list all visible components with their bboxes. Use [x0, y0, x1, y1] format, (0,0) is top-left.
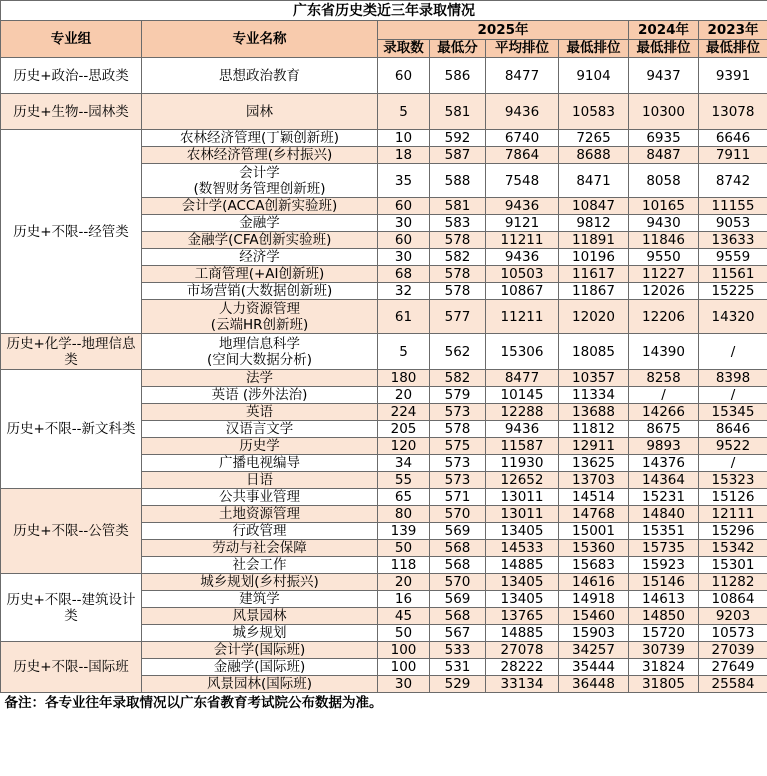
header-year-2024: 2024年: [629, 21, 699, 40]
min-rank-2024-cell: 14850: [629, 608, 699, 625]
min-score-cell: 578: [430, 421, 486, 438]
min-rank-2025-cell: 10357: [559, 370, 629, 387]
min-rank-2024-cell: 6935: [629, 130, 699, 147]
major-name-cell: 行政管理: [142, 523, 378, 540]
min-rank-2025-cell: 13703: [559, 472, 629, 489]
count-cell: 50: [378, 625, 430, 642]
min-score-cell: 569: [430, 591, 486, 608]
min-rank-2025-cell: 11867: [559, 283, 629, 300]
group-name-cell: 历史+不限--新文科类: [1, 370, 142, 489]
major-name-cell: 风景园林(国际班): [142, 676, 378, 693]
min-rank-2023-cell: 15301: [699, 557, 767, 574]
min-score-cell: 578: [430, 232, 486, 249]
min-rank-2025-cell: 15683: [559, 557, 629, 574]
major-name-cell: 日语: [142, 472, 378, 489]
min-rank-2025-cell: 15360: [559, 540, 629, 557]
min-rank-2024-cell: 9893: [629, 438, 699, 455]
avg-rank-cell: 7548: [486, 164, 559, 198]
table-row: [1, 574, 767, 591]
min-rank-2023-cell: 15126: [699, 489, 767, 506]
min-rank-2024-cell: 31805: [629, 676, 699, 693]
table-row: [1, 334, 767, 370]
major-name-cell: 公共事业管理: [142, 489, 378, 506]
min-rank-2025-cell: 12911: [559, 438, 629, 455]
header-major: 专业名称: [142, 21, 378, 58]
header-year-2025: 2025年: [378, 21, 629, 40]
min-rank-2024-cell: 9550: [629, 249, 699, 266]
min-score-cell: 571: [430, 489, 486, 506]
avg-rank-cell: 6740: [486, 130, 559, 147]
major-name-cell: 广播电视编导: [142, 455, 378, 472]
group-name-cell: 历史+政治--思政类: [1, 58, 142, 94]
avg-rank-cell: 14885: [486, 625, 559, 642]
min-rank-2023-cell: 9053: [699, 215, 767, 232]
count-cell: 45: [378, 608, 430, 625]
group-name-cell: 历史+不限--建筑设计类: [1, 574, 142, 642]
avg-rank-cell: 27078: [486, 642, 559, 659]
avg-rank-cell: 13765: [486, 608, 559, 625]
avg-rank-cell: 13011: [486, 489, 559, 506]
count-cell: 30: [378, 249, 430, 266]
avg-rank-cell: 11211: [486, 232, 559, 249]
header-min-rank-2025: 最低排位: [559, 39, 629, 58]
count-cell: 180: [378, 370, 430, 387]
footnote: 备注：各专业往年录取情况以广东省教育考试院公布数据为准。: [1, 693, 767, 714]
min-score-cell: 567: [430, 625, 486, 642]
header-count: 录取数: [378, 39, 430, 58]
min-rank-2023-cell: 6646: [699, 130, 767, 147]
count-cell: 61: [378, 300, 430, 334]
min-rank-2025-cell: 11812: [559, 421, 629, 438]
min-score-cell: 568: [430, 540, 486, 557]
major-name-cell: 会计学(国际班): [142, 642, 378, 659]
group-name-cell: 历史+不限--国际班: [1, 642, 142, 693]
min-rank-2025-cell: 15903: [559, 625, 629, 642]
count-cell: 224: [378, 404, 430, 421]
min-rank-2023-cell: 11561: [699, 266, 767, 283]
avg-rank-cell: 14885: [486, 557, 559, 574]
table-row: [1, 130, 767, 147]
min-score-cell: 588: [430, 164, 486, 198]
major-name-cell: 金融学: [142, 215, 378, 232]
min-rank-2023-cell: 14320: [699, 300, 767, 334]
min-rank-2024-cell: 14266: [629, 404, 699, 421]
min-score-cell: 586: [430, 58, 486, 94]
min-rank-2025-cell: 14514: [559, 489, 629, 506]
count-cell: 30: [378, 676, 430, 693]
min-rank-2024-cell: 8675: [629, 421, 699, 438]
min-score-cell: 583: [430, 215, 486, 232]
min-rank-2023-cell: /: [699, 455, 767, 472]
count-cell: 68: [378, 266, 430, 283]
major-name-cell: 会计学 (数智财务管理创新班): [142, 164, 378, 198]
header-min-rank-2024: 最低排位: [629, 39, 699, 58]
min-rank-2023-cell: 9559: [699, 249, 767, 266]
min-score-cell: 573: [430, 472, 486, 489]
min-score-cell: 579: [430, 387, 486, 404]
avg-rank-cell: 8477: [486, 58, 559, 94]
min-rank-2025-cell: 10583: [559, 94, 629, 130]
major-name-cell: 金融学(国际班): [142, 659, 378, 676]
major-name-cell: 城乡规划: [142, 625, 378, 642]
group-name-cell: 历史+不限--经管类: [1, 130, 142, 334]
count-cell: 18: [378, 147, 430, 164]
min-rank-2023-cell: 8398: [699, 370, 767, 387]
min-rank-2024-cell: 9430: [629, 215, 699, 232]
major-name-cell: 人力资源管理 (云端HR创新班): [142, 300, 378, 334]
major-name-cell: 建筑学: [142, 591, 378, 608]
avg-rank-cell: 13405: [486, 523, 559, 540]
count-cell: 20: [378, 387, 430, 404]
avg-rank-cell: 12652: [486, 472, 559, 489]
min-rank-2024-cell: 31824: [629, 659, 699, 676]
major-name-cell: 英语: [142, 404, 378, 421]
group-name-cell: 历史+化学--地理信息类: [1, 334, 142, 370]
min-rank-2024-cell: /: [629, 387, 699, 404]
min-rank-2024-cell: 12026: [629, 283, 699, 300]
min-rank-2023-cell: 25584: [699, 676, 767, 693]
min-rank-2024-cell: 15923: [629, 557, 699, 574]
min-rank-2023-cell: 9391: [699, 58, 767, 94]
table-title: 广东省历史类近三年录取情况: [1, 1, 767, 21]
min-score-cell: 578: [430, 283, 486, 300]
min-rank-2023-cell: 12111: [699, 506, 767, 523]
count-cell: 20: [378, 574, 430, 591]
avg-rank-cell: 9436: [486, 94, 559, 130]
major-name-cell: 农林经济管理(丁颖创新班): [142, 130, 378, 147]
count-cell: 30: [378, 215, 430, 232]
min-rank-2024-cell: 11227: [629, 266, 699, 283]
count-cell: 100: [378, 642, 430, 659]
avg-rank-cell: 33134: [486, 676, 559, 693]
major-name-cell: 历史学: [142, 438, 378, 455]
min-rank-2024-cell: 12206: [629, 300, 699, 334]
avg-rank-cell: 11211: [486, 300, 559, 334]
min-rank-2025-cell: 12020: [559, 300, 629, 334]
min-score-cell: 570: [430, 506, 486, 523]
min-rank-2025-cell: 9812: [559, 215, 629, 232]
avg-rank-cell: 11587: [486, 438, 559, 455]
major-name-cell: 城乡规划(乡村振兴): [142, 574, 378, 591]
avg-rank-cell: 10503: [486, 266, 559, 283]
min-score-cell: 568: [430, 608, 486, 625]
min-rank-2024-cell: 30739: [629, 642, 699, 659]
header-group: 专业组: [1, 21, 142, 58]
avg-rank-cell: 14533: [486, 540, 559, 557]
count-cell: 5: [378, 94, 430, 130]
avg-rank-cell: 8477: [486, 370, 559, 387]
min-rank-2023-cell: 8646: [699, 421, 767, 438]
min-rank-2024-cell: 14364: [629, 472, 699, 489]
count-cell: 118: [378, 557, 430, 574]
min-rank-2025-cell: 11891: [559, 232, 629, 249]
count-cell: 16: [378, 591, 430, 608]
count-cell: 100: [378, 659, 430, 676]
count-cell: 55: [378, 472, 430, 489]
min-score-cell: 570: [430, 574, 486, 591]
min-rank-2023-cell: 27649: [699, 659, 767, 676]
min-rank-2024-cell: 15735: [629, 540, 699, 557]
major-name-cell: 工商管理(+AI创新班): [142, 266, 378, 283]
min-rank-2025-cell: 34257: [559, 642, 629, 659]
avg-rank-cell: 13011: [486, 506, 559, 523]
min-score-cell: 569: [430, 523, 486, 540]
avg-rank-cell: 13405: [486, 591, 559, 608]
count-cell: 5: [378, 334, 430, 370]
table-row: [1, 489, 767, 506]
min-rank-2023-cell: 7911: [699, 147, 767, 164]
major-name-cell: 金融学(CFA创新实验班): [142, 232, 378, 249]
min-rank-2025-cell: 14768: [559, 506, 629, 523]
min-rank-2025-cell: 14918: [559, 591, 629, 608]
min-rank-2023-cell: 10864: [699, 591, 767, 608]
min-score-cell: 582: [430, 370, 486, 387]
min-score-cell: 578: [430, 266, 486, 283]
count-cell: 205: [378, 421, 430, 438]
avg-rank-cell: 10867: [486, 283, 559, 300]
min-score-cell: 581: [430, 94, 486, 130]
min-rank-2025-cell: 35444: [559, 659, 629, 676]
avg-rank-cell: 9436: [486, 421, 559, 438]
min-rank-2023-cell: /: [699, 387, 767, 404]
major-name-cell: 风景园林: [142, 608, 378, 625]
table-row: [1, 642, 767, 659]
avg-rank-cell: 9436: [486, 249, 559, 266]
min-score-cell: 562: [430, 334, 486, 370]
count-cell: 120: [378, 438, 430, 455]
avg-rank-cell: 15306: [486, 334, 559, 370]
major-name-cell: 英语 (涉外法治): [142, 387, 378, 404]
count-cell: 60: [378, 58, 430, 94]
major-name-cell: 会计学(ACCA创新实验班): [142, 198, 378, 215]
min-rank-2025-cell: 10196: [559, 249, 629, 266]
min-rank-2025-cell: 14616: [559, 574, 629, 591]
major-name-cell: 土地资源管理: [142, 506, 378, 523]
min-rank-2023-cell: 13633: [699, 232, 767, 249]
avg-rank-cell: 11930: [486, 455, 559, 472]
min-rank-2024-cell: 8487: [629, 147, 699, 164]
min-score-cell: 568: [430, 557, 486, 574]
count-cell: 32: [378, 283, 430, 300]
header-min-rank-2023: 最低排位: [699, 39, 767, 58]
min-rank-2023-cell: 10573: [699, 625, 767, 642]
count-cell: 60: [378, 232, 430, 249]
min-rank-2025-cell: 7265: [559, 130, 629, 147]
major-name-cell: 地理信息科学 (空间大数据分析): [142, 334, 378, 370]
avg-rank-cell: 12288: [486, 404, 559, 421]
min-score-cell: 577: [430, 300, 486, 334]
min-rank-2023-cell: 15296: [699, 523, 767, 540]
min-score-cell: 581: [430, 198, 486, 215]
min-rank-2025-cell: 10847: [559, 198, 629, 215]
avg-rank-cell: 9436: [486, 198, 559, 215]
min-rank-2025-cell: 9104: [559, 58, 629, 94]
min-rank-2025-cell: 11617: [559, 266, 629, 283]
min-score-cell: 582: [430, 249, 486, 266]
min-rank-2024-cell: 8058: [629, 164, 699, 198]
min-score-cell: 592: [430, 130, 486, 147]
min-rank-2024-cell: 11846: [629, 232, 699, 249]
min-rank-2024-cell: 14376: [629, 455, 699, 472]
count-cell: 65: [378, 489, 430, 506]
avg-rank-cell: 7864: [486, 147, 559, 164]
table-row: [1, 370, 767, 387]
min-score-cell: 573: [430, 455, 486, 472]
min-rank-2023-cell: 11282: [699, 574, 767, 591]
min-score-cell: 529: [430, 676, 486, 693]
min-score-cell: 533: [430, 642, 486, 659]
min-rank-2023-cell: 13078: [699, 94, 767, 130]
major-name-cell: 思想政治教育: [142, 58, 378, 94]
min-rank-2023-cell: /: [699, 334, 767, 370]
min-rank-2025-cell: 18085: [559, 334, 629, 370]
count-cell: 34: [378, 455, 430, 472]
table-row: [1, 58, 767, 94]
min-rank-2025-cell: 8471: [559, 164, 629, 198]
min-rank-2024-cell: 14390: [629, 334, 699, 370]
min-rank-2023-cell: 27039: [699, 642, 767, 659]
min-rank-2024-cell: 8258: [629, 370, 699, 387]
header-avg-rank: 平均排位: [486, 39, 559, 58]
major-name-cell: 法学: [142, 370, 378, 387]
min-score-cell: 587: [430, 147, 486, 164]
min-rank-2024-cell: 10165: [629, 198, 699, 215]
min-rank-2024-cell: 15720: [629, 625, 699, 642]
min-rank-2023-cell: 9522: [699, 438, 767, 455]
min-rank-2025-cell: 11334: [559, 387, 629, 404]
group-name-cell: 历史+不限--公管类: [1, 489, 142, 574]
major-name-cell: 社会工作: [142, 557, 378, 574]
min-rank-2023-cell: 15345: [699, 404, 767, 421]
major-name-cell: 劳动与社会保障: [142, 540, 378, 557]
major-name-cell: 市场营销(大数据创新班): [142, 283, 378, 300]
major-name-cell: 农林经济管理(乡村振兴): [142, 147, 378, 164]
min-rank-2023-cell: 8742: [699, 164, 767, 198]
header-year-2023: 2023年: [699, 21, 767, 40]
min-rank-2023-cell: 9203: [699, 608, 767, 625]
min-rank-2025-cell: 15001: [559, 523, 629, 540]
group-name-cell: 历史+生物--园林类: [1, 94, 142, 130]
min-rank-2023-cell: 11155: [699, 198, 767, 215]
count-cell: 50: [378, 540, 430, 557]
min-rank-2024-cell: 9437: [629, 58, 699, 94]
major-name-cell: 汉语言文学: [142, 421, 378, 438]
avg-rank-cell: 10145: [486, 387, 559, 404]
count-cell: 80: [378, 506, 430, 523]
avg-rank-cell: 13405: [486, 574, 559, 591]
min-score-cell: 531: [430, 659, 486, 676]
major-name-cell: 经济学: [142, 249, 378, 266]
min-rank-2025-cell: 36448: [559, 676, 629, 693]
min-rank-2025-cell: 8688: [559, 147, 629, 164]
min-rank-2024-cell: 15146: [629, 574, 699, 591]
min-rank-2023-cell: 15342: [699, 540, 767, 557]
min-rank-2024-cell: 15231: [629, 489, 699, 506]
min-rank-2025-cell: 15460: [559, 608, 629, 625]
min-rank-2024-cell: 10300: [629, 94, 699, 130]
min-rank-2025-cell: 13625: [559, 455, 629, 472]
min-rank-2023-cell: 15323: [699, 472, 767, 489]
count-cell: 35: [378, 164, 430, 198]
min-score-cell: 573: [430, 404, 486, 421]
min-rank-2023-cell: 15225: [699, 283, 767, 300]
min-rank-2024-cell: 14613: [629, 591, 699, 608]
min-rank-2024-cell: 15351: [629, 523, 699, 540]
count-cell: 10: [378, 130, 430, 147]
major-name-cell: 园林: [142, 94, 378, 130]
avg-rank-cell: 28222: [486, 659, 559, 676]
count-cell: 139: [378, 523, 430, 540]
count-cell: 60: [378, 198, 430, 215]
min-score-cell: 575: [430, 438, 486, 455]
min-rank-2024-cell: 14840: [629, 506, 699, 523]
table-row: [1, 94, 767, 130]
header-min-score: 最低分: [430, 39, 486, 58]
avg-rank-cell: 9121: [486, 215, 559, 232]
min-rank-2025-cell: 13688: [559, 404, 629, 421]
